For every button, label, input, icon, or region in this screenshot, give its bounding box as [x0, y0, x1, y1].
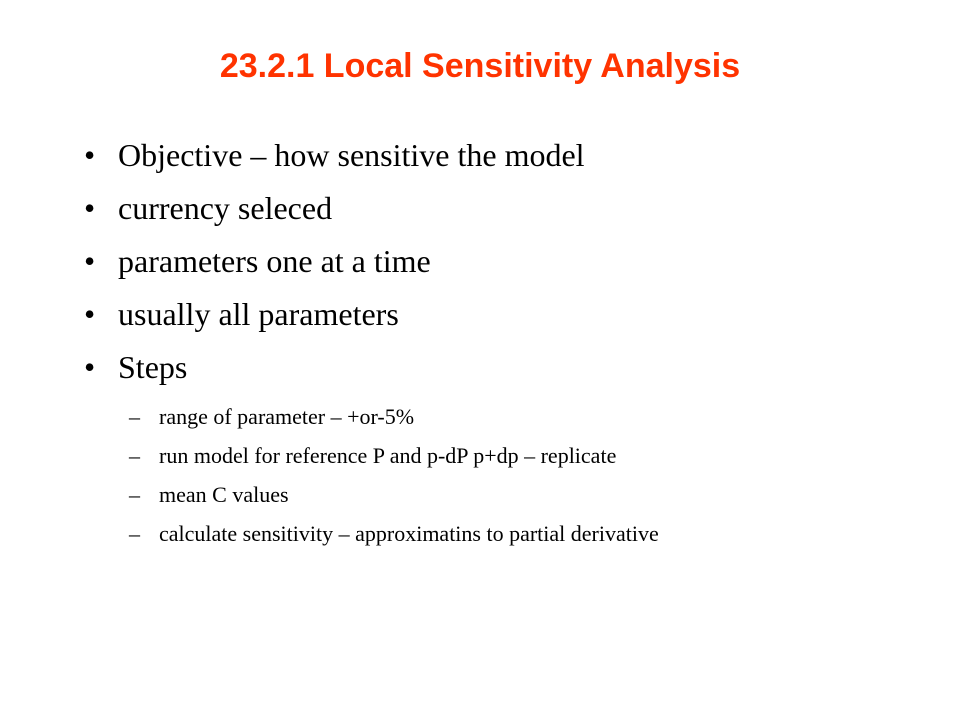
- sub-bullet-item: [129, 481, 659, 509]
- sub-bullet-text: mean C values: [159, 482, 289, 507]
- bullet-marker: •: [84, 190, 96, 226]
- sub-bullet-text: calculate sensitivity – approximatins to partial derivative: [159, 521, 659, 546]
- sub-bullet-marker: –: [129, 443, 140, 468]
- bullet-marker: •: [84, 137, 96, 173]
- sub-bullet-marker: –: [129, 521, 140, 546]
- bullet-item: [84, 188, 924, 228]
- bullet-text: Steps: [118, 349, 188, 385]
- sub-bullet-list: [129, 403, 659, 559]
- slide-title: 23.2.1 Local Sensitivity Analysis: [219, 47, 741, 85]
- sub-bullet-text: range of parameter – +or-5%: [159, 404, 415, 429]
- sub-bullet-item: [129, 403, 659, 431]
- sub-bullet-marker: –: [129, 482, 140, 507]
- bullet-text: Objective – how sensitive the model: [118, 137, 585, 173]
- sub-bullet-text: run model for reference P and p-dP p+dp – replicate: [159, 443, 617, 468]
- bullet-item: [84, 294, 924, 334]
- sub-bullet-item: [129, 442, 659, 470]
- bullet-marker: •: [84, 296, 96, 332]
- sub-bullet-item: [129, 520, 659, 548]
- bullet-marker: •: [84, 349, 96, 385]
- bullet-text: currency seleced: [118, 190, 333, 226]
- bullet-text: parameters one at a time: [118, 243, 431, 279]
- bullet-marker: •: [84, 243, 96, 279]
- bullet-item: [84, 347, 924, 387]
- bullet-text: usually all parameters: [118, 296, 399, 332]
- sub-bullet-marker: –: [129, 404, 140, 429]
- bullet-item: [84, 135, 924, 175]
- bullet-list: [84, 135, 924, 400]
- bullet-item: [84, 241, 924, 281]
